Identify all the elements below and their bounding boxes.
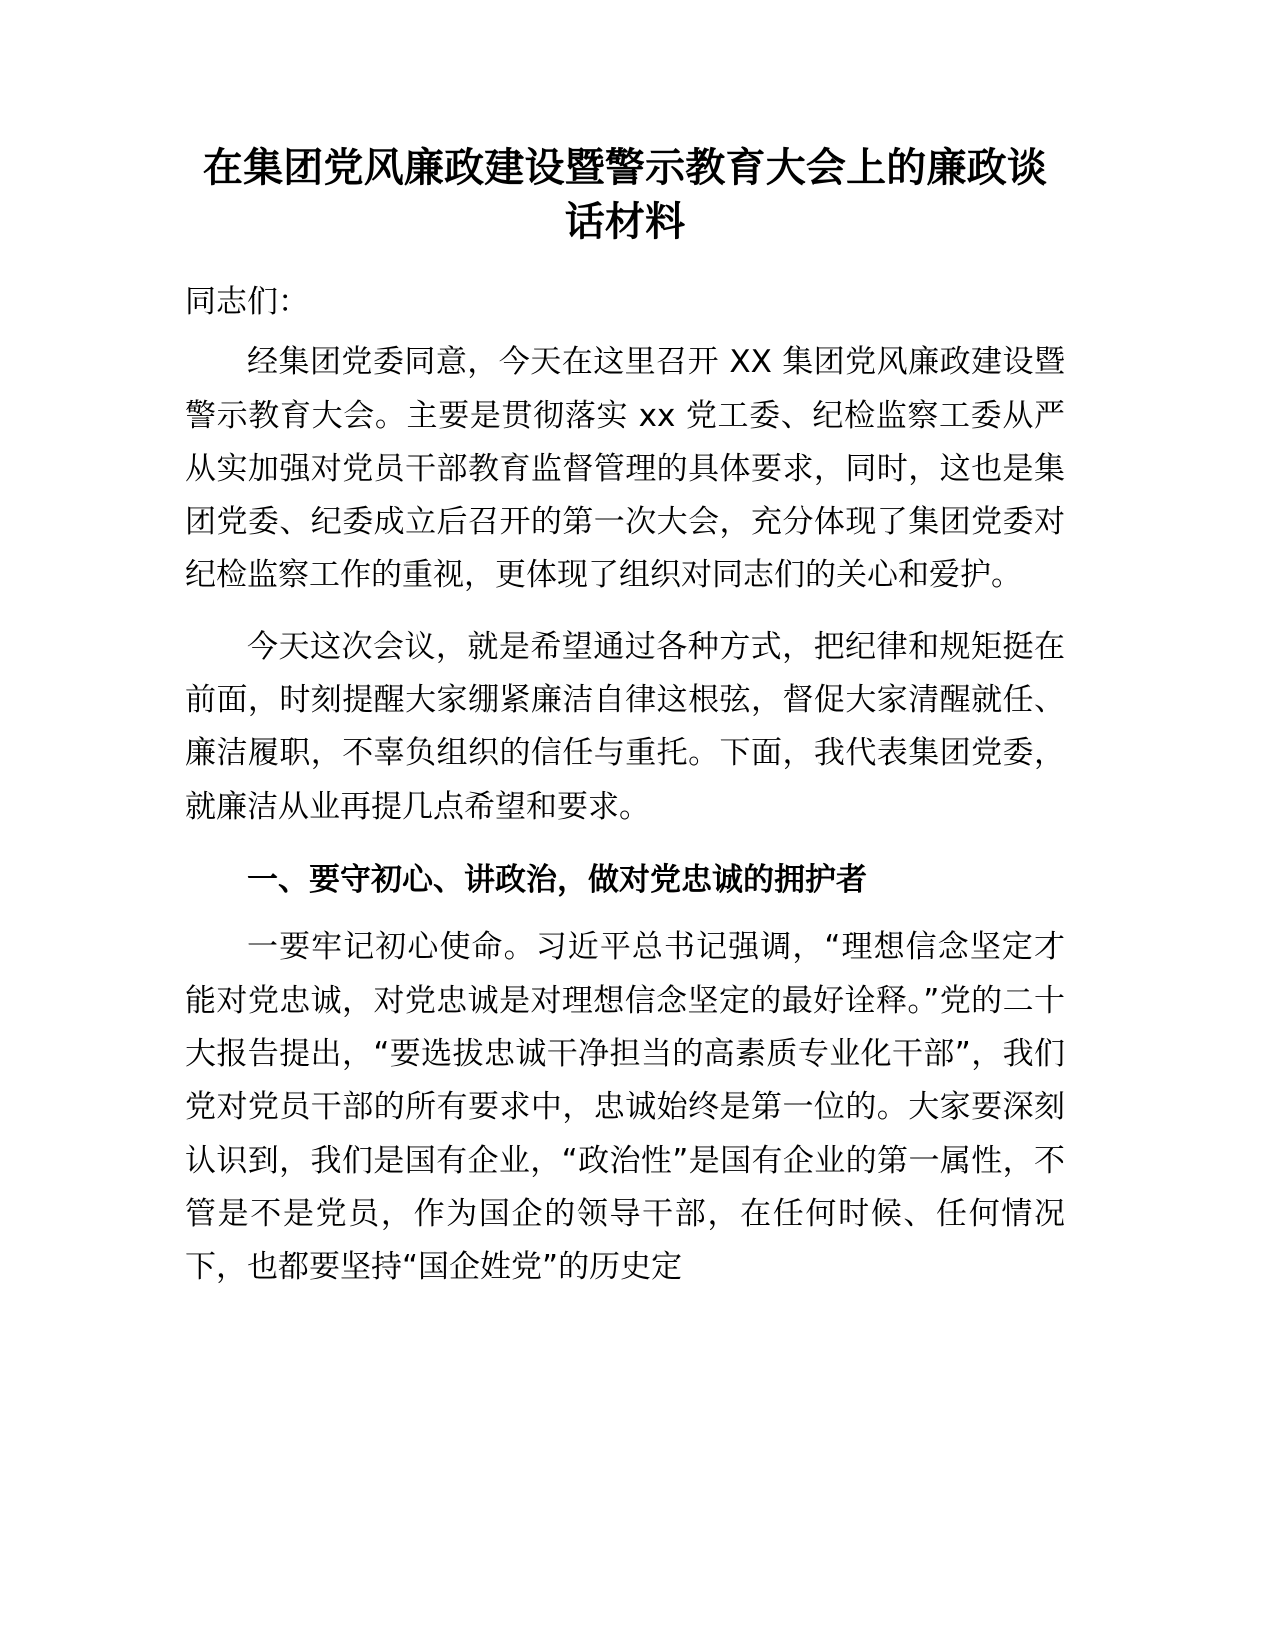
salutation: 同志们： <box>185 284 309 321</box>
paragraph-section-one-point-one: 一要牢记初心使命。习近平总书记强调，“理想信念坚定才能对党忠诚，对党忠诚是对理想信念坚定的最好诠释。”党的二十大报告提出，“要选拔忠诚干净担当的高素质专业化干部”，我们党对党员干部的所有要求中，忠诚始终是第一位的。大家要深刻认识到，我们是国有企业，“政治性”是国有企业的第一属性，不管是不是党员，作为国企的领导干部，在任何时候、任何情况下，也都要坚持“国企姓党”的历史定 <box>185 929 1065 1286</box>
document-body <box>185 0 1065 1295</box>
paragraph-opening: 经集团党委同意，今天在这里召开 XX 集团党风廉政建设暨警示教育大会。主要是贯彻落实 xx 党工委、纪检监察工委从严从实加强对党员干部教育监督管理的具体要求，同时，这也是集团党委、纪委成立后召开的第一次大会，充分体现了集团党委对纪检监察工作的重视，更体现了组织对同志们的关心和爱护。 <box>185 344 1065 594</box>
paragraph-purpose: 今天这次会议，就是希望通过各种方式，把纪律和规矩挺在前面，时刻提醒大家绷紧廉洁自律这根弦，督促大家清醒就任、廉洁履职，不辜负组织的信任与重托。下面，我代表集团党委，就廉洁从业再提几点希望和要求。 <box>185 628 1065 825</box>
section-heading-one: 一、要守初心、讲政治，做对党忠诚的拥护者 <box>247 862 867 898</box>
page-title: 在集团党风廉政建设暨警示教育大会上的廉政谈话材料 <box>202 145 1048 245</box>
